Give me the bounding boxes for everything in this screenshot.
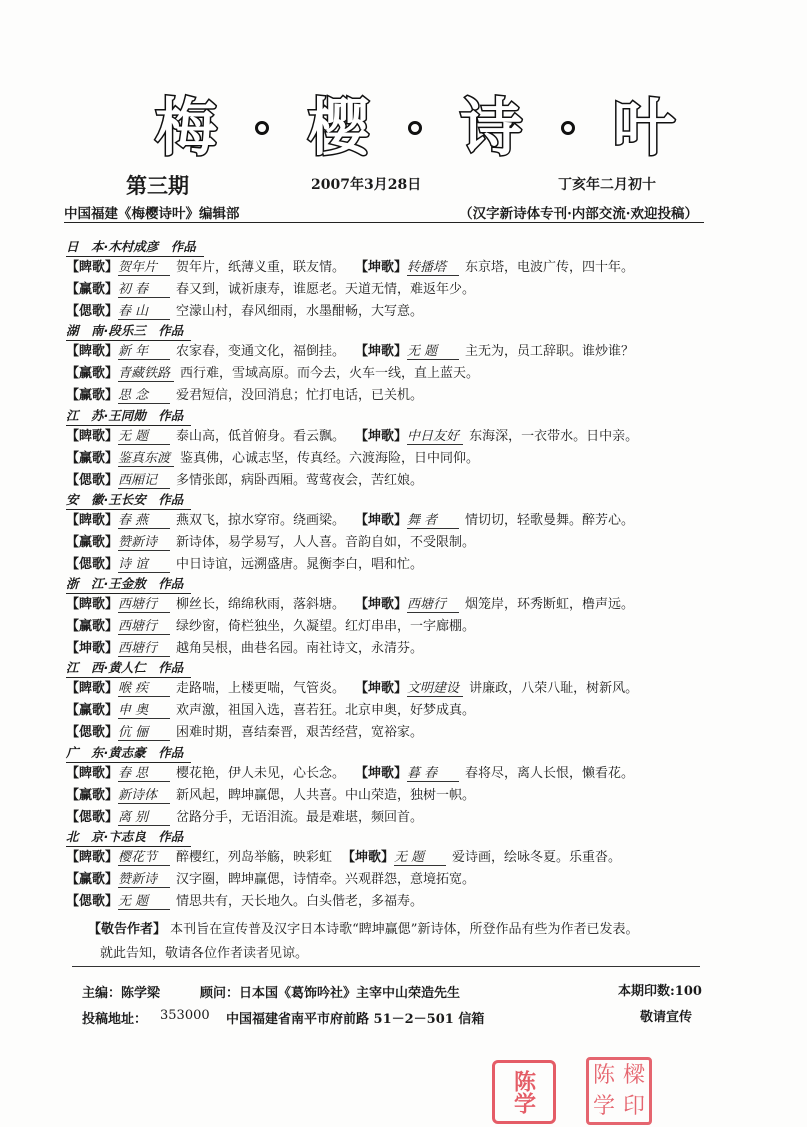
- poem-text: 爱君短信，没回消息；忙打电话，已关机。: [176, 388, 424, 404]
- poem-form-tag: 【睥歌】: [66, 512, 119, 528]
- poem-line: [66, 678, 726, 700]
- notice-line-2: 就此告知，敬请各位作者读者见谅。: [100, 946, 309, 961]
- poem-form-tag: 【偲歌】: [66, 725, 119, 741]
- seal-stamp-left: [492, 1060, 556, 1124]
- notice-tag: 【敬告作者】: [88, 922, 167, 937]
- address-label: 投稿地址：: [82, 1012, 148, 1027]
- poem-title: 贺年片: [118, 260, 170, 276]
- poem-title: 西厢记: [118, 473, 170, 489]
- poem-line: [66, 532, 726, 554]
- poem: [355, 766, 634, 781]
- poem: [355, 260, 634, 275]
- poem: [66, 641, 423, 656]
- poem: [355, 513, 634, 528]
- separator-dot-icon: [408, 121, 422, 135]
- poem-title: 诗 谊: [118, 557, 170, 573]
- seal-char: 学: [592, 1093, 615, 1119]
- tagline: （汉字新诗体专刊·内部交流·欢迎投稿）: [459, 206, 698, 222]
- poem-text: 情切切，轻歌曼舞。醉芳心。: [465, 512, 635, 528]
- issue-number: 第三期: [126, 173, 189, 198]
- mailing-address: 中国福建省南平市府前路 51－2－501 信箱: [226, 1012, 485, 1027]
- poem-title: 舞 者: [407, 513, 459, 529]
- poem-form-tag: 【赢歌】: [66, 366, 119, 382]
- poem-title: 喉 疾: [118, 681, 170, 697]
- poem-form-tag: 【睥歌】: [66, 260, 119, 275]
- masthead-title: [155, 92, 675, 164]
- poem-form-tag: 【赢歌】: [66, 388, 119, 404]
- poem-form-tag: 【赢歌】: [66, 534, 119, 550]
- poem-line: [66, 510, 726, 532]
- poem-title: 春 燕: [118, 513, 170, 529]
- poem-text: 醉樱红，列岛举觞，映彩虹: [176, 850, 333, 866]
- chief-editor: 主编：陈学梁: [82, 986, 161, 1001]
- poem-section: [66, 405, 726, 489]
- poem: [66, 282, 475, 297]
- poem-text: 东海深，一衣带水。日中亲。: [469, 428, 639, 444]
- seal-char: 印: [622, 1093, 645, 1119]
- poem-text: 主无为，员工辞职。谁炒谁？: [465, 344, 635, 360]
- poem-title: 西塘行: [118, 619, 170, 635]
- poem: [355, 597, 634, 612]
- poem: [66, 557, 423, 572]
- poem-form-tag: 【睥歌】: [66, 597, 119, 613]
- seal-text: 陈学: [510, 1070, 537, 1114]
- poem-form-tag: 【坤歌】: [66, 641, 119, 657]
- poem-section: [66, 657, 726, 741]
- poem-title: 樱花节: [118, 850, 170, 866]
- seal-char: 陈: [592, 1062, 615, 1088]
- poem-title: 春 思: [118, 766, 170, 782]
- poem-title: 初 春: [118, 282, 170, 298]
- poem: [66, 894, 423, 909]
- poem-text: 越角吴根，曲巷名园。南社诗文，永清芬。: [176, 641, 424, 657]
- poem-title: 西塘行: [118, 641, 170, 657]
- poem-text: 燕双飞，掠水穿帘。绕画梁。: [176, 512, 346, 528]
- poem-text: 中日诗谊，远溯盛唐。晁衡李白，唱和忙。: [176, 556, 424, 572]
- poem-text: 新风起，睥坤赢偲，人共喜。中山荣造，独树一帜。: [176, 787, 476, 803]
- poem-text: 欢声激，祖国入选，喜若狂。北京申奥，好梦成真。: [176, 703, 476, 719]
- issue-date: 2007年3月28日: [311, 177, 422, 193]
- section-author: 广 东·黄志豪 作品: [66, 745, 191, 763]
- poem-title: 赞新诗: [118, 535, 170, 551]
- poem: [66, 535, 475, 550]
- section-author: 北 京·卞志良 作品: [66, 829, 191, 847]
- poem-form-tag: 【偲歌】: [66, 472, 119, 488]
- poem-form-tag: 【睥歌】: [66, 344, 119, 360]
- poem-form-tag: 【赢歌】: [66, 450, 119, 466]
- poem-text: 新诗体，易学易写，人人喜。音韵自如，不受限制。: [176, 534, 476, 550]
- poem: [355, 344, 634, 359]
- separator-dot-icon: [255, 121, 269, 135]
- section-author: 安 徽·王长安 作品: [66, 492, 191, 510]
- poem-form-tag: 【坤歌】: [355, 344, 408, 360]
- promote-text: 敬请宣传: [640, 1010, 693, 1025]
- poem-line: [66, 700, 726, 722]
- poem-sections: [66, 236, 726, 910]
- poem-text: 春又到，诚祈康寿，谁愿老。天道无情，难返年少。: [176, 282, 476, 297]
- poem-form-tag: 【赢歌】: [66, 282, 119, 297]
- poem: [66, 788, 475, 803]
- poem-text: 空濛山村，春风细雨，水墨酣畅，大写意。: [176, 304, 424, 319]
- poem-line: [66, 257, 726, 279]
- poem-title: 鉴真东渡: [118, 451, 174, 467]
- poem-title: 春 山: [118, 304, 170, 320]
- poem: [66, 260, 345, 275]
- poem-text: 柳丝长，绵绵秋雨，落斜塘。: [176, 597, 346, 613]
- poem-title: 无 题: [407, 344, 459, 360]
- poem-text: 鉴真佛，心诚志坚，传真经。六渡海险，日中同仰。: [180, 450, 480, 466]
- poem-line: [66, 341, 726, 363]
- poem-form-tag: 【赢歌】: [66, 872, 119, 888]
- poem: [342, 850, 621, 865]
- poem-form-tag: 【偲歌】: [66, 304, 119, 319]
- poem-text: 讲廉政，八荣八耻，树新风。: [469, 681, 639, 697]
- poem-text: 樱花艳，伊人未见，心长念。: [176, 765, 346, 781]
- poem: [66, 388, 423, 403]
- poem-section: [66, 742, 726, 826]
- divider: [72, 966, 700, 967]
- poem-text: 爱诗画，绘咏冬夏。乐重沓。: [452, 850, 622, 866]
- print-count: 本期印数:100: [618, 984, 702, 999]
- poem-section: [66, 236, 726, 320]
- section-author: 江 苏·王同勋 作品: [66, 408, 191, 426]
- poem-text: 贺年片，纸薄义重，联友情。: [176, 260, 346, 275]
- poem-form-tag: 【坤歌】: [355, 428, 408, 444]
- poem-form-tag: 【赢歌】: [66, 619, 119, 635]
- poem: [355, 681, 638, 696]
- seal-stamp-right: [586, 1057, 652, 1125]
- poem-line: [66, 279, 726, 301]
- poem: [66, 429, 345, 444]
- poem-line: [66, 616, 726, 638]
- poem: [66, 725, 423, 740]
- poem: [66, 872, 475, 887]
- masthead-char: 樱: [307, 91, 370, 164]
- poem-title: 申 奥: [118, 703, 170, 719]
- poem-form-tag: 【睥歌】: [66, 765, 119, 781]
- poem: [66, 304, 423, 319]
- issue-info: [126, 170, 706, 196]
- poem-text: 西行难，雪域高原。而今去，火车一线，直上蓝天。: [180, 366, 480, 382]
- masthead-char: 诗: [460, 91, 523, 164]
- poem-title: 无 题: [394, 850, 446, 866]
- poem-title: 中日友好: [407, 429, 463, 445]
- poem-section: [66, 489, 726, 573]
- poem: [66, 703, 475, 718]
- poem: [66, 681, 345, 696]
- subhead: [64, 202, 704, 223]
- section-author: 江 西·黄人仁 作品: [66, 660, 191, 678]
- poem-text: 多情张郎，病卧西厢。莺莺夜会，苦红娘。: [176, 472, 424, 488]
- poem-form-tag: 【偲歌】: [66, 809, 119, 825]
- poem: [66, 850, 332, 865]
- poem-line: [66, 785, 726, 807]
- lunar-date: 丁亥年二月初十: [558, 177, 656, 193]
- masthead-char: 梅: [155, 91, 218, 164]
- author-notice: [88, 918, 728, 966]
- poem-form-tag: 【坤歌】: [355, 765, 408, 781]
- section-author: 湖 南·段乐三 作品: [66, 323, 191, 341]
- poem-form-tag: 【赢歌】: [66, 787, 119, 803]
- poem-text: 泰山高，低首俯身。看云飘。: [176, 428, 346, 444]
- notice-line-1: 本刊旨在宣传普及汉字日本诗歌“睥坤赢偲”新诗体，所登作品有些为作者已发表。: [170, 922, 639, 937]
- masthead-char: 叶: [612, 91, 675, 164]
- poem-title: 无 题: [118, 894, 170, 910]
- poem-line: [66, 847, 726, 869]
- poem-text: 绿纱窗，倚栏独坐，久凝望。红灯串串，一字廊棚。: [176, 619, 476, 635]
- poem-line: [66, 363, 726, 385]
- poem-form-tag: 【坤歌】: [355, 260, 408, 275]
- poem-text: 走路喘，上楼更喘，气管炎。: [176, 681, 346, 697]
- poem-text: 东京塔，电波广传，四十年。: [465, 260, 635, 275]
- poem-form-tag: 【坤歌】: [355, 681, 408, 697]
- poem-form-tag: 【坤歌】: [355, 512, 408, 528]
- poem-line: [66, 869, 726, 891]
- poem-title: 转播塔: [407, 260, 459, 276]
- poem-title: 离 别: [118, 810, 170, 826]
- poem-section: [66, 826, 726, 910]
- seal-char: 樑: [622, 1062, 645, 1088]
- poem-line: [66, 448, 726, 470]
- poem-text: 农家春，变通文化，福倒挂。: [176, 344, 346, 360]
- poem: [66, 366, 479, 381]
- poem-text: 春将尽，离人长恨，懒看花。: [465, 765, 635, 781]
- poem-title: 西塘行: [407, 597, 459, 613]
- poem-line: [66, 426, 726, 448]
- poem-section: [66, 320, 726, 404]
- editorial-dept: 中国福建《梅樱诗叶》编辑部: [64, 206, 240, 222]
- poem-form-tag: 【赢歌】: [66, 703, 119, 719]
- poem-text: 烟笼岸，环秀断虹，橹声远。: [465, 597, 635, 613]
- poem-text: 困难时期，喜结秦晋，艰苦经营，宽裕家。: [176, 725, 424, 741]
- poem-title: 思 念: [118, 388, 170, 404]
- poem-line: [66, 594, 726, 616]
- poem: [66, 810, 423, 825]
- section-author: 日 本·木村成彦 作品: [66, 239, 204, 257]
- poem-text: 情思共有，天长地久。白头偕老，多福寿。: [176, 894, 424, 910]
- poem-form-tag: 【睥歌】: [66, 428, 119, 444]
- poem-text: 岔路分手，无语泪流。最是难堪，频回首。: [176, 809, 424, 825]
- poem-text: 汉字圈，睥坤赢偲，诗情牵。兴观群怨，意境拓宽。: [176, 872, 476, 888]
- poem-form-tag: 【偲歌】: [66, 894, 119, 910]
- separator-dot-icon: [561, 121, 575, 135]
- poem: [355, 429, 638, 444]
- poem-title: 赞新诗: [118, 872, 170, 888]
- poem-section: [66, 573, 726, 657]
- poem-title: 伉 俪: [118, 725, 170, 741]
- poem-title: 西塘行: [118, 597, 170, 613]
- poem-line: [66, 891, 726, 913]
- poem-form-tag: 【偲歌】: [66, 556, 119, 572]
- poem: [66, 473, 423, 488]
- poem: [66, 513, 345, 528]
- poem-title: 暮 春: [407, 766, 459, 782]
- poem-form-tag: 【坤歌】: [342, 850, 395, 866]
- poem-title: 青藏铁路: [118, 366, 174, 382]
- advisor: 顾问：日本国《葛饰吟社》主宰中山荣造先生: [200, 986, 461, 1001]
- poem: [66, 597, 345, 612]
- poem-form-tag: 【睥歌】: [66, 681, 119, 697]
- poem: [66, 344, 345, 359]
- poem-title: 新 年: [118, 344, 170, 360]
- section-author: 浙 江·王金敖 作品: [66, 576, 191, 594]
- poem-form-tag: 【坤歌】: [355, 597, 408, 613]
- postcode: 353000: [160, 1008, 210, 1023]
- poem-title: 新诗体: [118, 788, 170, 804]
- poem: [66, 451, 479, 466]
- poem-line: [66, 763, 726, 785]
- poem-title: 文明建设: [407, 681, 463, 697]
- poem: [66, 766, 345, 781]
- poem-form-tag: 【睥歌】: [66, 850, 119, 866]
- poem: [66, 619, 475, 634]
- poem-title: 无 题: [118, 429, 170, 445]
